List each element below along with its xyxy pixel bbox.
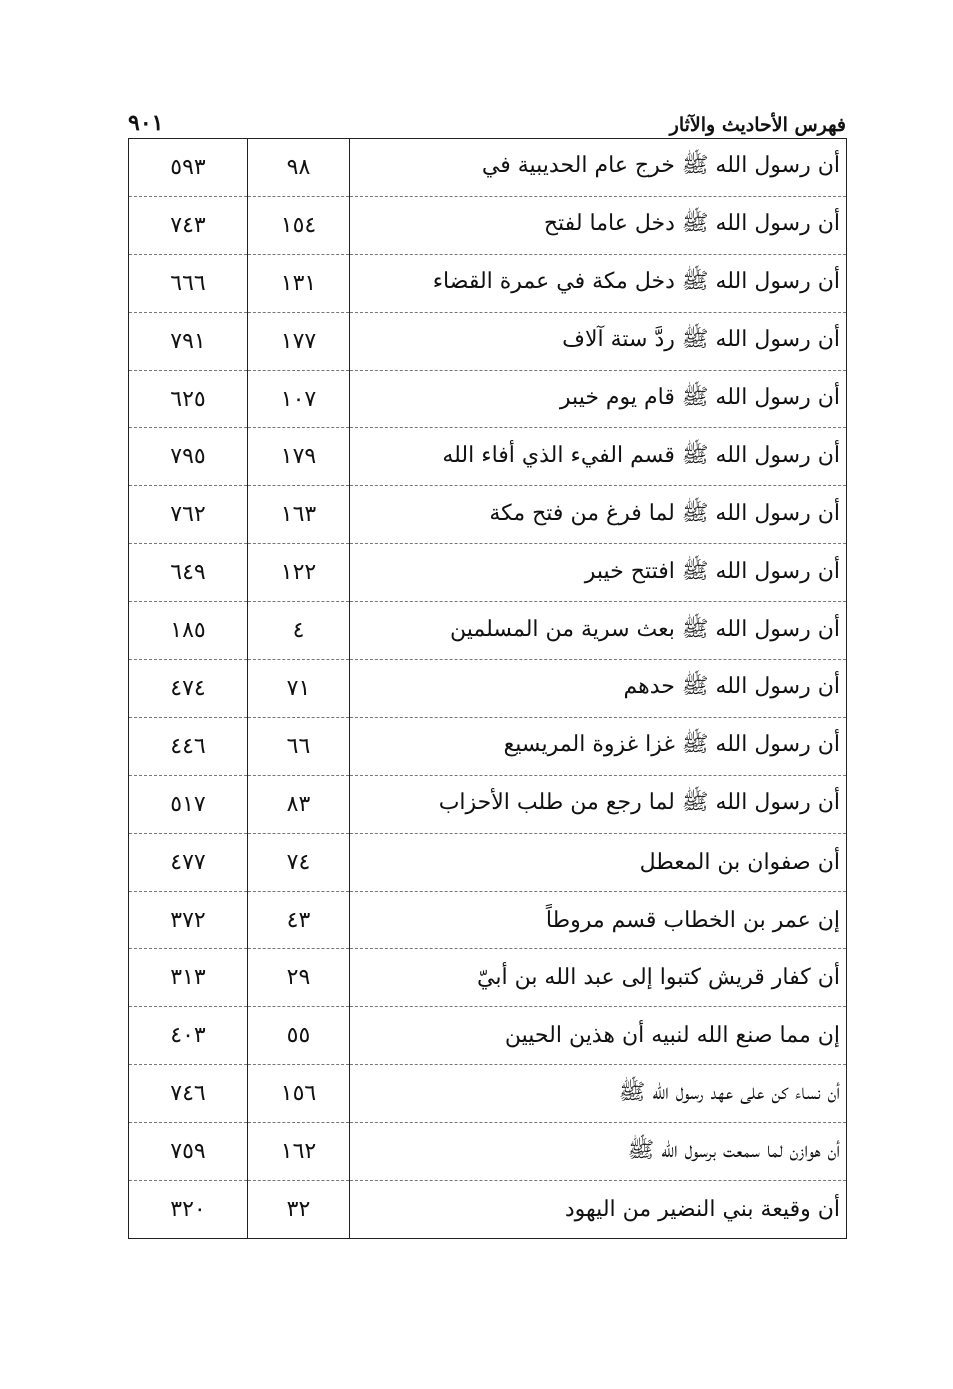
page-reference: ٣١٣ bbox=[129, 949, 248, 1007]
page-reference: ٦٦٦ bbox=[129, 254, 248, 312]
table-row bbox=[129, 1123, 847, 1181]
page-reference: ٧٩١ bbox=[129, 312, 248, 370]
hadith-number: ١٦٣ bbox=[248, 486, 350, 544]
table-row bbox=[129, 1181, 847, 1239]
table-row bbox=[129, 544, 847, 602]
page-reference: ٤٧٧ bbox=[129, 833, 248, 891]
hadith-text: أن رسول الله ﷺ قسم الفيء الذي أفاء الله bbox=[350, 428, 847, 486]
table-row bbox=[129, 833, 847, 891]
hadith-text: أن رسول الله ﷺ خرج عام الحديبية في bbox=[350, 139, 847, 197]
hadith-number: ١٣١ bbox=[248, 254, 350, 312]
hadith-number: ٧٤ bbox=[248, 833, 350, 891]
page-reference: ٣٧٢ bbox=[129, 891, 248, 949]
table-row bbox=[129, 660, 847, 718]
hadith-text: إن عمر بن الخطاب قسم مروطاً bbox=[350, 891, 847, 949]
hadith-number: ١٠٧ bbox=[248, 370, 350, 428]
table-row bbox=[129, 1065, 847, 1123]
page-reference: ٧٤٣ bbox=[129, 196, 248, 254]
table-row bbox=[129, 949, 847, 1007]
hadith-text: أن نساء كن على عهد رسول الله ﷺ bbox=[350, 1065, 847, 1123]
page-reference: ٧٦٢ bbox=[129, 486, 248, 544]
page-reference: ٦٢٥ bbox=[129, 370, 248, 428]
hadith-number: ٣٢ bbox=[248, 1181, 350, 1239]
page-reference: ٥١٧ bbox=[129, 775, 248, 833]
hadith-number: ٧١ bbox=[248, 660, 350, 718]
page-reference: ٤٧٤ bbox=[129, 660, 248, 718]
hadith-index-table bbox=[128, 138, 847, 1239]
hadith-number: ٦٦ bbox=[248, 717, 350, 775]
hadith-number: ٢٩ bbox=[248, 949, 350, 1007]
hadith-number: ١٦٢ bbox=[248, 1123, 350, 1181]
hadith-text: أن رسول الله ﷺ قام يوم خيبر bbox=[350, 370, 847, 428]
hadith-text: أن رسول الله ﷺ ردَّ ستة آلاف bbox=[350, 312, 847, 370]
table-row bbox=[129, 602, 847, 660]
table-row bbox=[129, 196, 847, 254]
hadith-text: أن رسول الله ﷺ بعث سرية من المسلمين bbox=[350, 602, 847, 660]
table-row bbox=[129, 891, 847, 949]
page-reference: ٥٩٣ bbox=[129, 139, 248, 197]
hadith-text: أن رسول الله ﷺ لما فرغ من فتح مكة bbox=[350, 486, 847, 544]
running-title: فهرس الأحاديث والآثار bbox=[669, 114, 846, 136]
page-number: ٩٠١ bbox=[128, 110, 164, 136]
hadith-text: أن رسول الله ﷺ حدهم bbox=[350, 660, 847, 718]
page-reference: ٧٤٦ bbox=[129, 1065, 248, 1123]
hadith-number: ٨٣ bbox=[248, 775, 350, 833]
page-reference: ١٨٥ bbox=[129, 602, 248, 660]
hadith-text: أن صفوان بن المعطل bbox=[350, 833, 847, 891]
table-row bbox=[129, 486, 847, 544]
hadith-number: ٩٨ bbox=[248, 139, 350, 197]
table-row bbox=[129, 428, 847, 486]
hadith-number: ١٧٩ bbox=[248, 428, 350, 486]
hadith-text: أن هوازن لما سمعت برسول الله ﷺ bbox=[350, 1123, 847, 1181]
table-row bbox=[129, 139, 847, 197]
page-reference: ٣٢٠ bbox=[129, 1181, 248, 1239]
page-reference: ٦٤٩ bbox=[129, 544, 248, 602]
hadith-number: ٥٥ bbox=[248, 1007, 350, 1065]
page-header bbox=[128, 104, 846, 136]
hadith-number: ١٥٤ bbox=[248, 196, 350, 254]
hadith-text: أن وقيعة بني النضير من اليهود bbox=[564, 1196, 840, 1222]
page-reference: ٤٤٦ bbox=[129, 717, 248, 775]
table-row bbox=[129, 312, 847, 370]
hadith-text: أن رسول الله ﷺ غزا غزوة المريسيع bbox=[350, 717, 847, 775]
table-row bbox=[129, 1007, 847, 1065]
hadith-text: أن كفار قريش كتبوا إلى عبد الله بن أبيّ bbox=[350, 949, 847, 1007]
hadith-number: ٤٣ bbox=[248, 891, 350, 949]
table-row bbox=[129, 717, 847, 775]
page-reference: ٧٩٥ bbox=[129, 428, 248, 486]
table-row bbox=[129, 370, 847, 428]
table-row bbox=[129, 775, 847, 833]
hadith-text: أن رسول الله ﷺ دخل مكة في عمرة القضاء bbox=[350, 254, 847, 312]
hadith-number: ١٥٦ bbox=[248, 1065, 350, 1123]
hadith-number: ٤ bbox=[248, 602, 350, 660]
page-reference: ٤٠٣ bbox=[129, 1007, 248, 1065]
hadith-number: ١٧٧ bbox=[248, 312, 350, 370]
hadith-text: أن رسول الله ﷺ لما رجع من طلب الأحزاب bbox=[350, 775, 847, 833]
hadith-text: أن رسول الله ﷺ دخل عاما لفتح bbox=[350, 196, 847, 254]
hadith-text: إن مما صنع الله لنبيه أن هذين الحيين bbox=[350, 1007, 847, 1065]
page-reference: ٧٥٩ bbox=[129, 1123, 248, 1181]
hadith-number: ١٢٢ bbox=[248, 544, 350, 602]
table-row bbox=[129, 254, 847, 312]
hadith-text: أن رسول الله ﷺ افتتح خيبر bbox=[350, 544, 847, 602]
